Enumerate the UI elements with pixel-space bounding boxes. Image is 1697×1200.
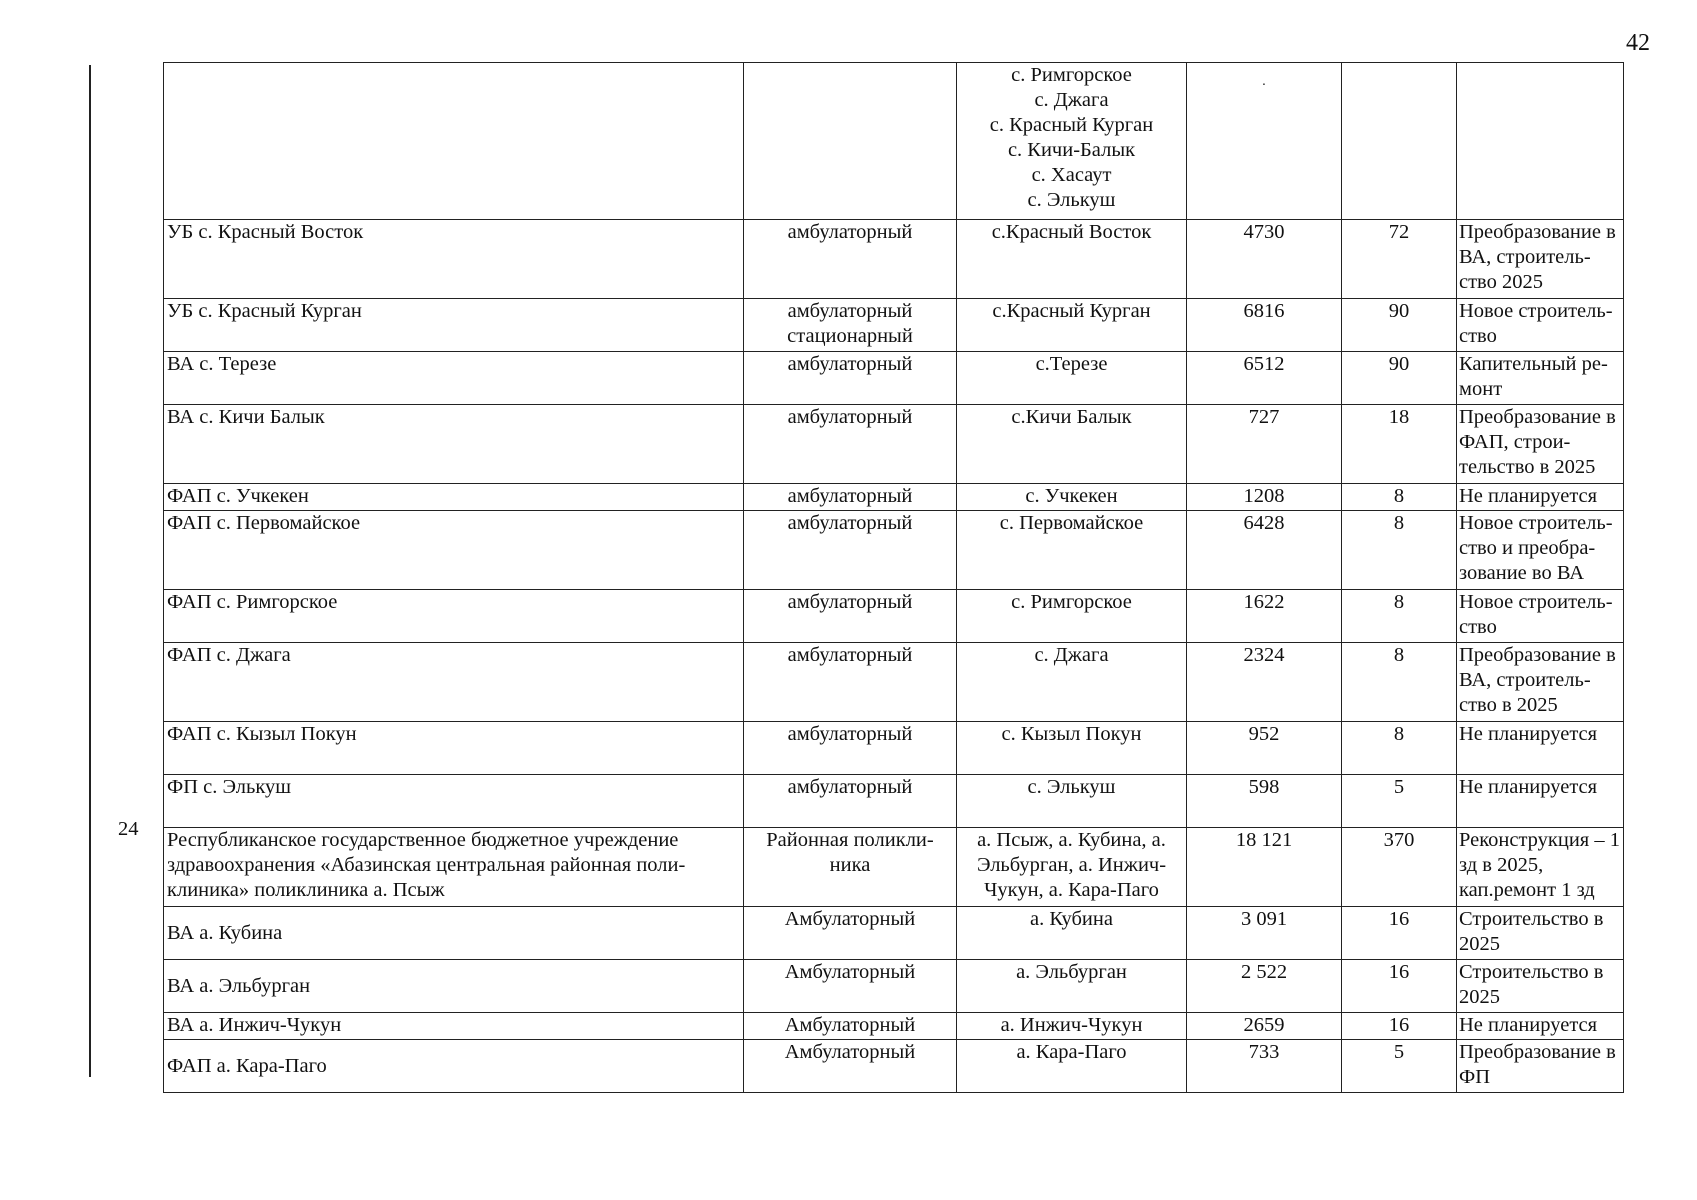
cell-population: 2 522 [1187,960,1342,1013]
cell-capacity [1342,63,1457,220]
cell-served-areas: с. Элькуш [957,775,1187,828]
cell-facility-type: амбулаторный [744,775,957,828]
cell-facility-type: амбулаторный [744,352,957,405]
row-number-24: 24 [118,818,139,840]
cell-served-areas: а. Кубина [957,907,1187,960]
cell-served-areas: а. Инжич-Чукун [957,1013,1187,1040]
cell-facility-name: УБ с. Красный Курган [164,299,744,352]
table-row [164,1040,1624,1093]
table-row [164,722,1624,775]
table-row [164,775,1624,828]
cell-served-areas: с.Терезе [957,352,1187,405]
cell-capacity: 90 [1342,352,1457,405]
table-row [164,960,1624,1013]
cell-population: 6428 [1187,511,1342,590]
cell-served-areas: с. Джага [957,643,1187,722]
cell-population: 6512 [1187,352,1342,405]
cell-facility-name: ВА с. Кичи Балык [164,405,744,484]
cell-capacity: 18 [1342,405,1457,484]
cell-population [1187,63,1342,220]
cell-facility-type: Амбулаторный [744,907,957,960]
cell-facility-name [164,63,744,220]
cell-served-areas: с.Кичи Балык [957,405,1187,484]
cell-plan: Новое строитель-ство [1457,299,1624,352]
cell-population: 2324 [1187,643,1342,722]
cell-population: 598 [1187,775,1342,828]
table-row [164,511,1624,590]
cell-capacity: 8 [1342,484,1457,511]
cell-plan: Преобразование в ФАП, строи-тельство в 2025 [1457,405,1624,484]
cell-facility-name: ФАП с. Первомайское [164,511,744,590]
cell-served-areas: с.Красный Восток [957,220,1187,299]
table-row [164,405,1624,484]
left-margin-line [89,65,91,1077]
cell-population: 952 [1187,722,1342,775]
cell-population: 6816 [1187,299,1342,352]
cell-facility-type: Амбулаторный [744,1040,957,1093]
cell-facility-name: Республиканское государственное бюджетное учреждение здравоохранения «Абазинская центральная районная поли-клиника» поликлиника а. Псыж [164,828,744,907]
cell-plan: Новое строитель-ство [1457,590,1624,643]
cell-capacity: 72 [1342,220,1457,299]
cell-plan: Строительство в 2025 [1457,907,1624,960]
cell-facility-name: ВА с. Терезе [164,352,744,405]
cell-capacity: 370 [1342,828,1457,907]
cell-facility-name: ФАП с. Джага [164,643,744,722]
cell-plan: Новое строитель-ство и преобра-зование во ВА [1457,511,1624,590]
cell-capacity: 90 [1342,299,1457,352]
cell-facility-name: ФАП с. Учкекен [164,484,744,511]
table-row [164,220,1624,299]
cell-served-areas: а. Псыж, а. Кубина, а. Эльбурган, а. Инжич-Чукун, а. Кара-Паго [957,828,1187,907]
cell-facility-name: ВА а. Эльбурган [164,960,744,1013]
cell-capacity: 8 [1342,511,1457,590]
stray-mark: · [1261,78,1267,93]
cell-population: 3 091 [1187,907,1342,960]
cell-facility-name: ВА а. Инжич-Чукун [164,1013,744,1040]
cell-facility-name: ФП с. Элькуш [164,775,744,828]
cell-served-areas: с. Первомайское [957,511,1187,590]
cell-facility-type: амбулаторный [744,220,957,299]
cell-served-areas: с. Кызыл Покун [957,722,1187,775]
cell-facility-type: амбулаторный стационарный [744,299,957,352]
table-row [164,63,1624,220]
cell-served-areas: а. Эльбурган [957,960,1187,1013]
cell-facility-type [744,63,957,220]
cell-plan: Реконструкция – 1 зд в 2025, кап.ремонт 1 зд [1457,828,1624,907]
cell-plan: Не планируется [1457,722,1624,775]
cell-capacity: 8 [1342,590,1457,643]
cell-capacity: 16 [1342,960,1457,1013]
cell-served-areas: с.Красный Курган [957,299,1187,352]
cell-facility-type: амбулаторный [744,643,957,722]
table-row [164,828,1624,907]
cell-population: 2659 [1187,1013,1342,1040]
cell-population: 1208 [1187,484,1342,511]
cell-facility-name: ФАП с. Римгорское [164,590,744,643]
cell-plan: Капительный ре-монт [1457,352,1624,405]
page-number: 42 [1626,30,1650,56]
table-row [164,1013,1624,1040]
cell-served-areas: а. Кара-Паго [957,1040,1187,1093]
cell-plan: Не планируется [1457,775,1624,828]
cell-facility-name: УБ с. Красный Восток [164,220,744,299]
facilities-table [163,62,1624,1093]
cell-population: 1622 [1187,590,1342,643]
cell-facility-type: амбулаторный [744,722,957,775]
cell-served-areas: с. Римгорское [957,590,1187,643]
table-row [164,352,1624,405]
table-row [164,484,1624,511]
facilities-table-body [164,63,1624,1093]
table-row [164,299,1624,352]
cell-facility-type: Амбулаторный [744,1013,957,1040]
cell-facility-name: ФАП а. Кара-Паго [164,1040,744,1093]
cell-plan: Не планируется [1457,1013,1624,1040]
cell-facility-type: амбулаторный [744,511,957,590]
table-row [164,590,1624,643]
cell-facility-type: амбулаторный [744,405,957,484]
cell-capacity: 8 [1342,722,1457,775]
cell-plan: Не планируется [1457,484,1624,511]
table-row [164,643,1624,722]
cell-plan: Преобразование в ФП [1457,1040,1624,1093]
cell-population: 733 [1187,1040,1342,1093]
cell-population: 727 [1187,405,1342,484]
cell-population: 4730 [1187,220,1342,299]
cell-capacity: 16 [1342,907,1457,960]
cell-capacity: 5 [1342,775,1457,828]
cell-facility-type: Районная поликли-ника [744,828,957,907]
cell-plan: Строительство в 2025 [1457,960,1624,1013]
cell-served-areas: с. Римгорское с. Джага с. Красный Курган с. Кичи-Балык с. Хасаут с. Элькуш [957,63,1187,220]
table-row [164,907,1624,960]
cell-capacity: 5 [1342,1040,1457,1093]
cell-capacity: 16 [1342,1013,1457,1040]
cell-plan: Преобразование в ВА, строитель-ство в 2025 [1457,643,1624,722]
cell-capacity: 8 [1342,643,1457,722]
cell-facility-type: амбулаторный [744,590,957,643]
cell-population: 18 121 [1187,828,1342,907]
cell-facility-type: амбулаторный [744,484,957,511]
cell-facility-name: ФАП с. Кызыл Покун [164,722,744,775]
cell-plan: Преобразование в ВА, строитель-ство 2025 [1457,220,1624,299]
cell-served-areas: с. Учкекен [957,484,1187,511]
cell-facility-type: Амбулаторный [744,960,957,1013]
cell-facility-name: ВА а. Кубина [164,907,744,960]
cell-plan [1457,63,1624,220]
